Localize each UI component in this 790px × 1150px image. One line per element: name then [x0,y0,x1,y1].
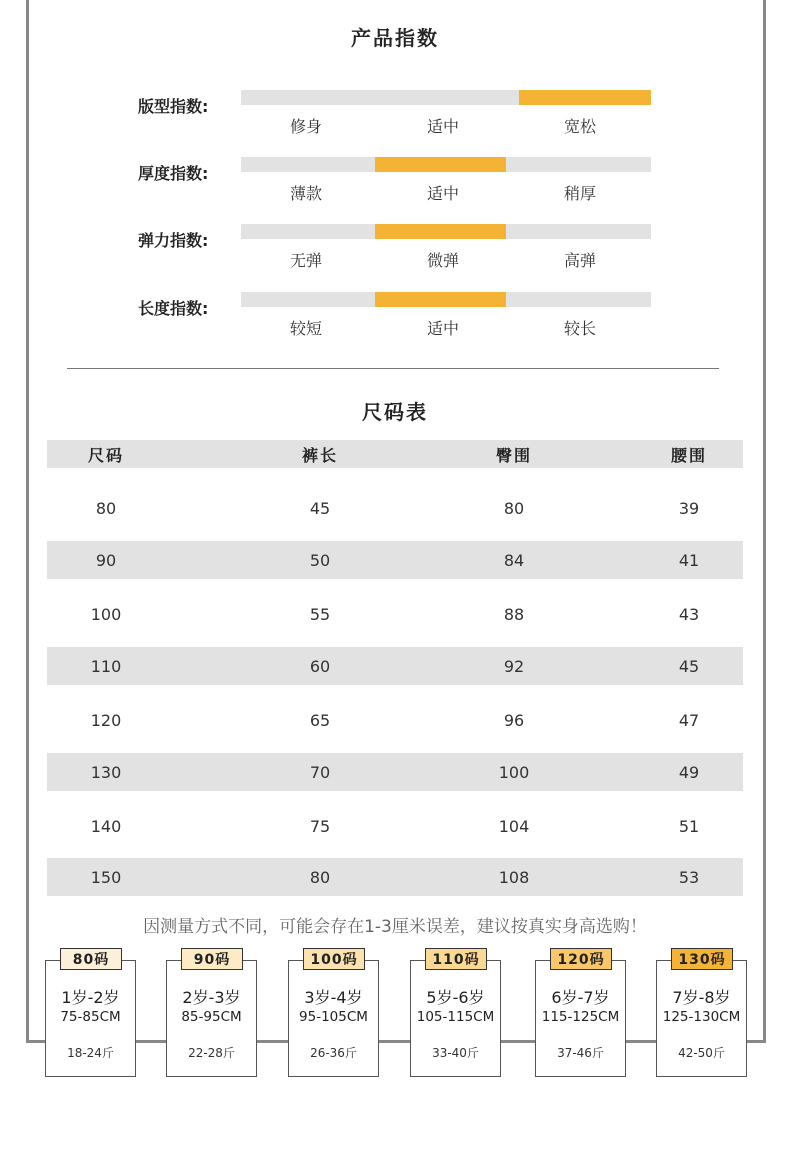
table-cell: 110 [90,656,122,676]
table-row [47,489,743,527]
header-waist: 腰围 [670,445,707,465]
table-cell: 50 [309,550,331,570]
index-row [0,224,790,274]
card-weight-range: 26-36斤 [310,1046,357,1060]
size-card [45,960,136,1077]
size-tag: 110码 [425,948,487,970]
table-cell: 80 [95,498,117,518]
header-size: 尺码 [87,445,124,465]
card-weight-range: 33-40斤 [432,1046,479,1060]
index-row [0,90,790,140]
index-row [0,292,790,342]
index-row [0,157,790,207]
table-cell: 43 [678,604,700,624]
index-option: 适中 [426,117,459,136]
table-cell: 39 [678,498,700,518]
card-age-range: 5岁-6岁 [426,988,485,1007]
card-weight-range: 18-24斤 [67,1046,114,1060]
index-option: 适中 [426,319,459,338]
index-bar [241,157,651,172]
table-cell: 60 [309,656,331,676]
section-divider [67,368,719,369]
table-cell: 92 [503,656,525,676]
index-option: 较长 [563,319,596,338]
table-cell: 84 [503,550,525,570]
card-age-range: 7岁-8岁 [672,988,731,1007]
table-cell: 65 [309,710,331,730]
card-age-range: 1岁-2岁 [61,988,120,1007]
table-cell: 150 [90,867,122,887]
table-cell: 88 [503,604,525,624]
index-label: 版型指数: [138,97,209,116]
table-cell: 96 [503,710,525,730]
index-bar [241,90,651,105]
index-option: 薄款 [289,184,322,203]
index-label: 长度指数: [138,299,209,318]
table-row [47,753,743,791]
size-table-title: 尺码表 [362,400,428,424]
header-length: 裤长 [301,445,338,465]
table-cell: 41 [678,550,700,570]
table-cell: 100 [498,762,530,782]
card-height-range: 75-85CM [60,1009,121,1025]
table-cell: 100 [90,604,122,624]
index-option: 稍厚 [563,184,596,203]
table-row [47,541,743,579]
table-cell: 45 [309,498,331,518]
table-row [47,647,743,685]
table-cell: 80 [503,498,525,518]
card-height-range: 115-125CM [541,1009,620,1025]
card-height-range: 85-95CM [181,1009,242,1025]
table-cell: 45 [678,656,700,676]
table-cell: 49 [678,762,700,782]
table-cell: 90 [95,550,117,570]
card-height-range: 105-115CM [416,1009,495,1025]
frame-bottom-border [26,1040,766,1043]
card-age-range: 6岁-7岁 [551,988,610,1007]
card-height-range: 125-130CM [662,1009,741,1025]
index-bar [241,292,651,307]
index-selected-segment [375,292,506,307]
index-bar [241,224,651,239]
card-age-range: 3岁-4岁 [304,988,363,1007]
table-cell: 108 [498,867,530,887]
table-row [47,807,743,845]
table-row [47,858,743,896]
index-label: 弹力指数: [138,231,209,250]
index-selected-segment [519,90,651,105]
table-cell: 47 [678,710,700,730]
index-selected-segment [375,157,506,172]
size-table-header [47,440,743,468]
table-cell: 51 [678,816,700,836]
size-card [288,960,379,1077]
table-cell: 130 [90,762,122,782]
card-height-range: 95-105CM [299,1009,368,1025]
size-tag: 90码 [181,948,243,970]
table-cell: 70 [309,762,331,782]
card-age-range: 2岁-3岁 [182,988,241,1007]
size-tag: 120码 [550,948,612,970]
header-hip: 臀围 [495,445,532,465]
index-option: 无弹 [289,251,322,270]
card-weight-range: 42-50斤 [678,1046,725,1060]
table-row [47,595,743,633]
index-selected-segment [375,224,506,239]
size-card [656,960,747,1077]
size-tag: 130码 [671,948,733,970]
index-option: 适中 [426,184,459,203]
size-card [410,960,501,1077]
product-index-title: 产品指数 [351,26,439,50]
table-row [47,701,743,739]
measurement-note: 因测量方式不同，可能会存在1-3厘米误差，建议按真实身高选购！ [143,917,647,937]
index-option: 修身 [289,117,322,136]
card-weight-range: 22-28斤 [188,1046,235,1060]
size-tag: 80码 [60,948,122,970]
table-cell: 140 [90,816,122,836]
index-option: 微弹 [426,251,459,270]
table-cell: 104 [498,816,530,836]
size-card [166,960,257,1077]
table-cell: 53 [678,867,700,887]
table-cell: 55 [309,604,331,624]
card-weight-range: 37-46斤 [557,1046,604,1060]
index-option: 高弹 [563,251,596,270]
index-label: 厚度指数: [138,164,209,183]
table-cell: 80 [309,867,331,887]
table-cell: 75 [309,816,331,836]
size-card [535,960,626,1077]
index-option: 宽松 [563,117,596,136]
size-tag: 100码 [303,948,365,970]
index-option: 较短 [289,319,322,338]
table-cell: 120 [90,710,122,730]
